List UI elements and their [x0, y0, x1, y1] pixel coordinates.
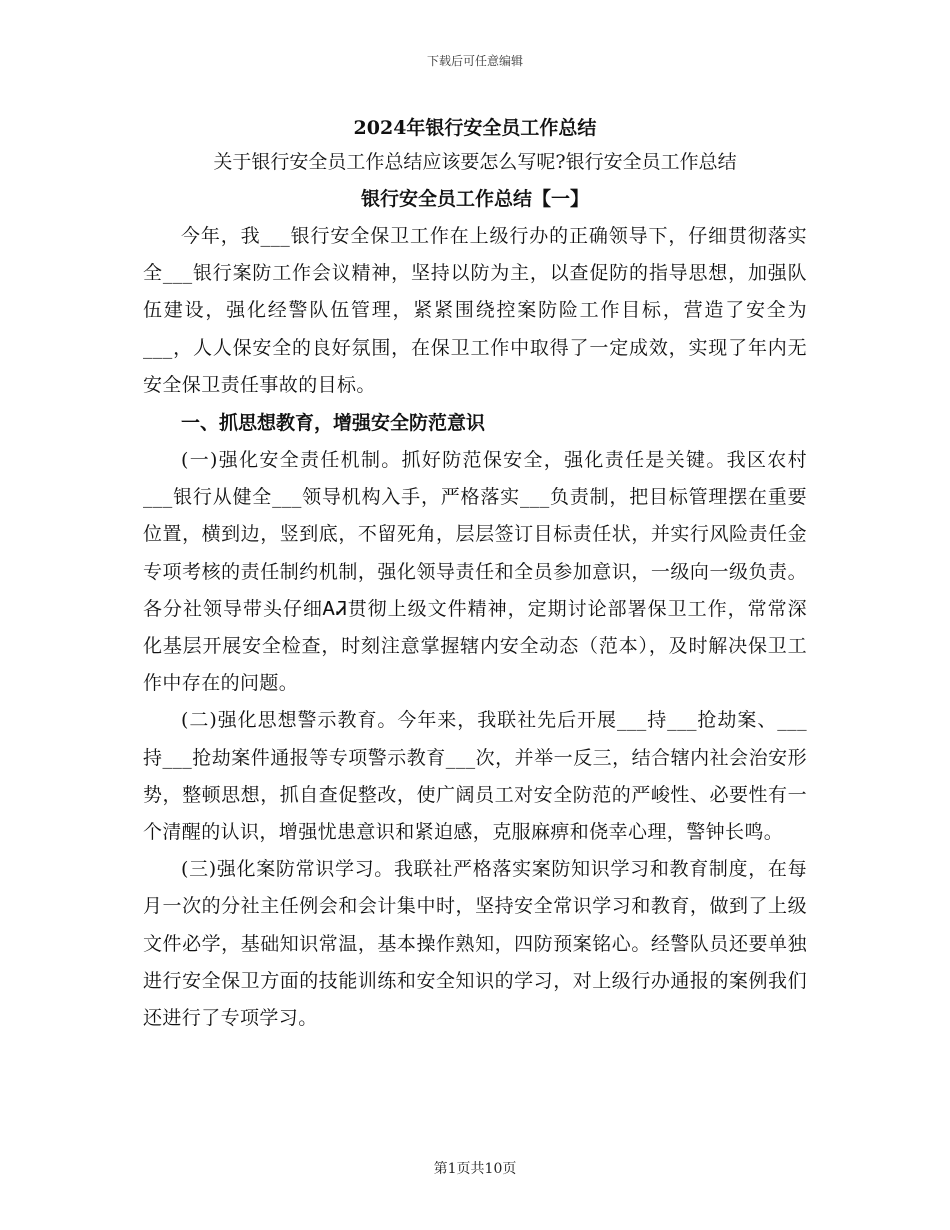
- section-heading: 银行安全员工作总结【一】: [360, 188, 589, 210]
- item3-paragraph: (三)强化案防常识学习。我联社严格落实案防知识学习和教育制度，在每月一次的分社主任例会和会计集中时，坚持安全常识学习和教育，做到了上级文件必学，基础知识常温，基本操作熟知，四防预案铭心。经警队员还要单独进行安全保卫方面的技能训练和安全知识的学习，对上级行办通报的案例我们还进行了专项学习。: [143, 858, 807, 1030]
- document-body: [143, 112, 807, 1037]
- document-subtitle: 关于银行安全员工作总结应该要怎么写呢?银行安全员工作总结: [213, 151, 737, 173]
- page-number-footer: 第1页共10页: [433, 1161, 517, 1177]
- intro-paragraph: 今年，我___银行安全保卫工作在上级行办的正确领导下，仔细贯彻落实全___银行案防工作会议精神，坚持以防为主，以查促防的指导思想，加强队伍建设，强化经警队伍管理，紧紧围绕控案防险工作目标，营造了安全为___，人人保安全的良好氛围，在保卫工作中取得了一定成效，实现了年内无安全保卫责任事故的目标。: [143, 225, 807, 396]
- document-title: 2024年银行安全员工作总结: [353, 117, 597, 139]
- item2-paragraph: (二)强化思想警示教育。今年来，我联社先后开展___持___抢劫案、___持___抢劫案件通报等专项警示教育___次，并举一反三，结合辖内社会治安形势，整顿思想，抓自查促整改，使广阔员工对安全防范的严峻性、必要性有一个清醒的认识，增强忧患意识和紧迫感，克服麻痹和侥幸心理，警钟长鸣。: [143, 709, 807, 844]
- item1-paragraph: (一)强化安全责任机制。抓好防范保安全，强化责任是关键。我区农村___银行从健全___领导机构入手，严格落实___负责制，把目标管理摆在重要位置，横到边，竖到底，不留死角，层层签订目标责任状，并实行风险责任金专项考核的责任制约机制，强化领导责任和全员参加意识，一级向一级负责。各分社领导带头仔细ᎪᏘ贯彻上级文件精神，定期讨论部署保卫工作，常常深化基层开展安全检查，时刻注意掌握辖内安全动态（范本），及时解决保卫工作中存在的问题。: [143, 449, 807, 695]
- part1-heading: 一、抓思想教育，增强安全防范意识: [181, 412, 486, 435]
- header-note: 下载后可任意编辑: [426, 54, 523, 68]
